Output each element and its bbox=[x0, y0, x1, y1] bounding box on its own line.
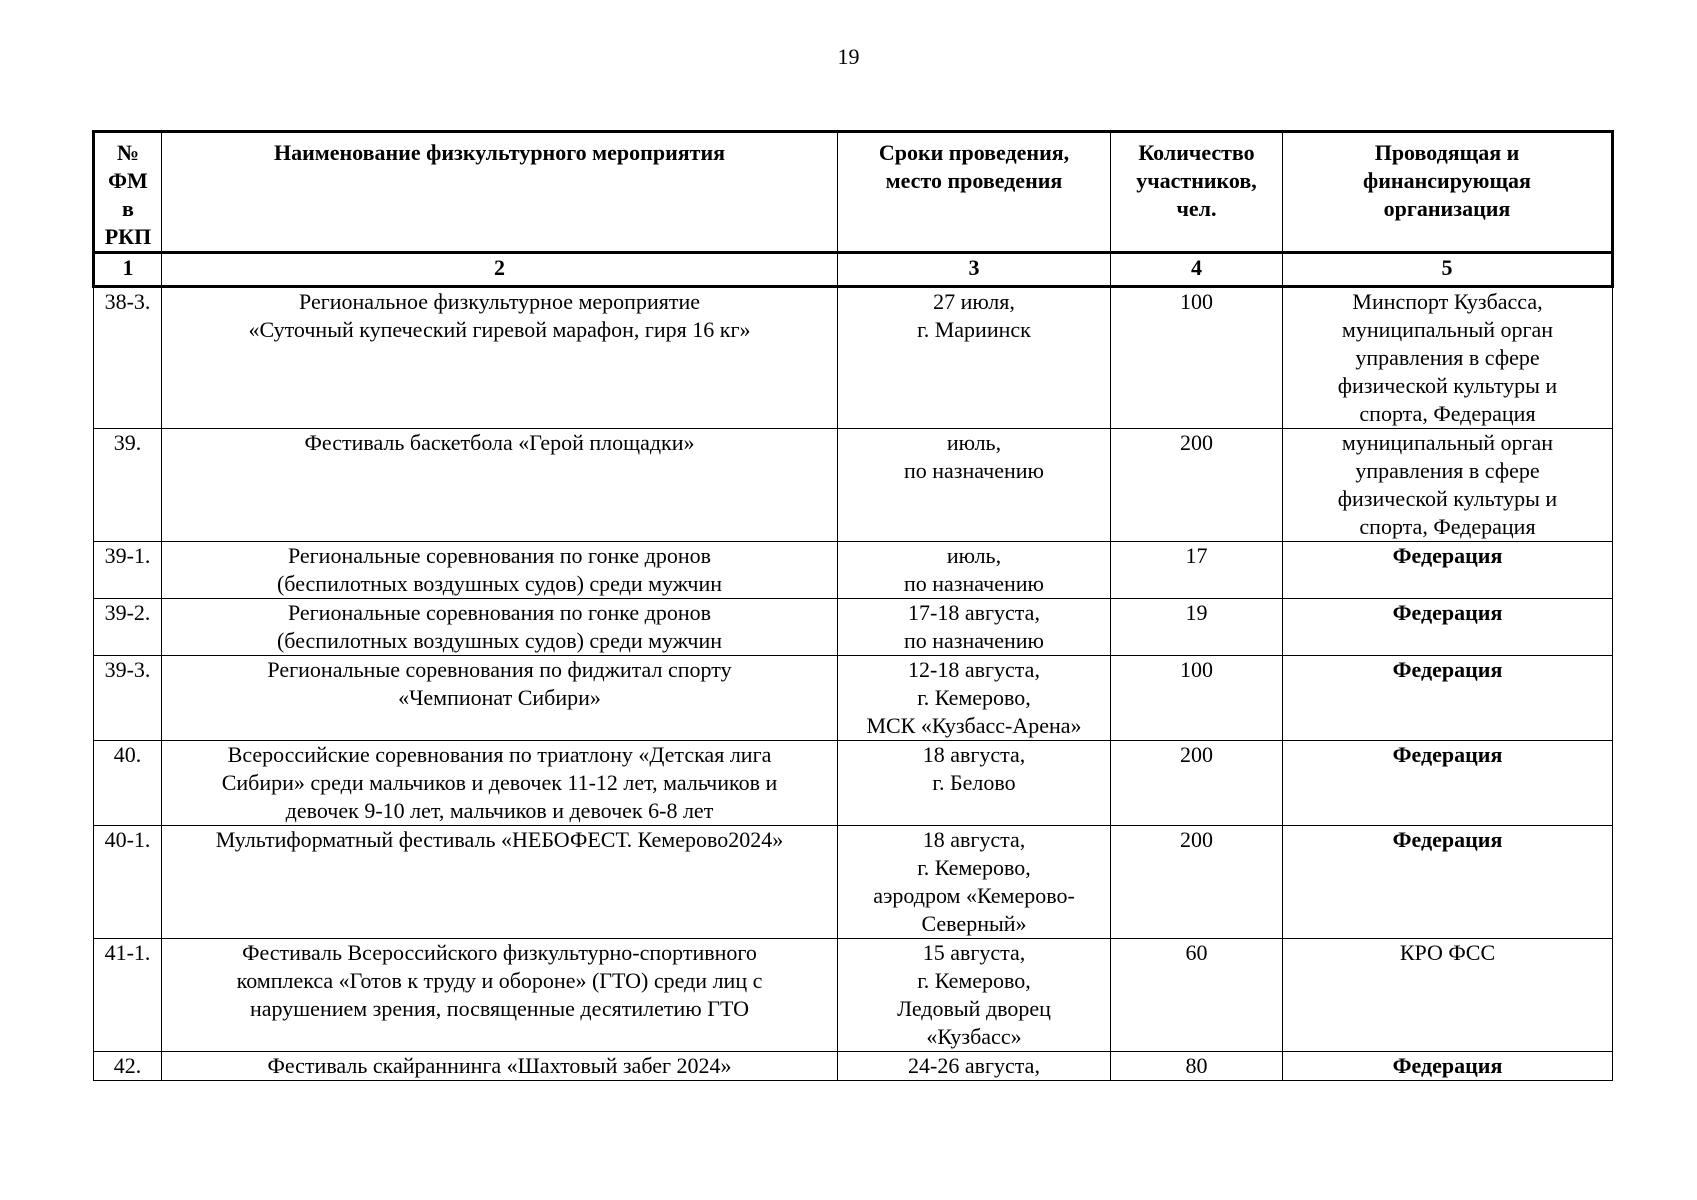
cell-line: Проводящая и bbox=[1374, 140, 1520, 165]
cell-line: Федерация bbox=[1392, 600, 1503, 625]
cell-line: г. Кемерово, bbox=[917, 968, 1031, 993]
cell-line: Мультиформатный фестиваль «НЕБОФЕСТ. Кемерово2024» bbox=[215, 827, 784, 852]
cell-line: РКП bbox=[104, 224, 152, 249]
cell-line: (беспилотных воздушных судов) среди мужчин bbox=[276, 571, 723, 596]
row-number: 39-1. bbox=[94, 542, 162, 599]
cell-line: Региональные соревнования по фиджитал спорту bbox=[267, 657, 732, 682]
participants-count: 80 bbox=[1111, 1052, 1283, 1081]
row-number: 39. bbox=[94, 429, 162, 542]
cell-line: 27 июля, bbox=[933, 289, 1015, 314]
participants-count: 100 bbox=[1111, 656, 1283, 741]
table-row bbox=[94, 429, 1613, 542]
cell-line: 24-26 августа, bbox=[908, 1053, 1040, 1078]
cell-line: «Кузбасс» bbox=[926, 1024, 1022, 1049]
cell-line: Фестиваль Всероссийского физкультурно-спортивного bbox=[242, 940, 757, 965]
cell-line: КРО ФСС bbox=[1399, 940, 1496, 965]
organization bbox=[1283, 599, 1613, 656]
cell-line: Сибири» среди мальчиков и девочек 11-12 лет, мальчиков и bbox=[221, 770, 778, 795]
cell-line: 12-18 августа, bbox=[908, 657, 1040, 682]
organization bbox=[1283, 1052, 1613, 1081]
cell-line: муниципальный орган bbox=[1341, 430, 1554, 455]
event-name bbox=[162, 1052, 838, 1081]
cell-line: Фестиваль баскетбола «Герой площадки» bbox=[304, 430, 695, 455]
cell-line: 18 августа, bbox=[922, 827, 1026, 852]
cell-line: Федерация bbox=[1392, 1053, 1503, 1078]
cell-line: «Чемпионат Сибири» bbox=[398, 685, 601, 710]
cell-line: место проведения bbox=[885, 168, 1063, 193]
event-dates-place bbox=[838, 599, 1111, 656]
event-dates-place bbox=[838, 1052, 1111, 1081]
organization bbox=[1283, 826, 1613, 939]
cell-line: Северный» bbox=[921, 911, 1027, 936]
cell-line: Минспорт Кузбасса, bbox=[1352, 289, 1543, 314]
cell-line: июль, bbox=[946, 543, 1002, 568]
cell-line: спорта, Федерация bbox=[1359, 401, 1536, 426]
header-organization bbox=[1283, 132, 1613, 253]
cell-line: Федерация bbox=[1392, 742, 1503, 767]
row-number: 39-2. bbox=[94, 599, 162, 656]
page-number: 19 bbox=[837, 44, 860, 69]
cell-line: в bbox=[122, 196, 134, 221]
cell-line: Количество bbox=[1138, 140, 1255, 165]
column-number: 1 bbox=[94, 253, 162, 287]
cell-line: физической культуры и bbox=[1337, 373, 1558, 398]
cell-line: управления в сфере bbox=[1355, 345, 1540, 370]
participants-count: 200 bbox=[1111, 429, 1283, 542]
column-number: 4 bbox=[1111, 253, 1283, 287]
participants-count: 200 bbox=[1111, 741, 1283, 826]
participants-count: 19 bbox=[1111, 599, 1283, 656]
event-name bbox=[162, 939, 838, 1052]
table-header bbox=[94, 132, 1613, 287]
organization bbox=[1283, 741, 1613, 826]
cell-line: финансирующая bbox=[1363, 168, 1531, 193]
participants-count: 60 bbox=[1111, 939, 1283, 1052]
cell-line: управления в сфере bbox=[1355, 458, 1540, 483]
cell-line: Всероссийские соревнования по триатлону «Детская лига bbox=[227, 742, 772, 767]
organization bbox=[1283, 429, 1613, 542]
cell-line: ФМ bbox=[108, 168, 148, 193]
table-row bbox=[94, 741, 1613, 826]
header-dates bbox=[838, 132, 1111, 253]
cell-line: Региональное физкультурное мероприятие bbox=[299, 289, 700, 314]
cell-line: по назначению bbox=[904, 571, 1044, 596]
table-row bbox=[94, 939, 1613, 1052]
event-name bbox=[162, 656, 838, 741]
table-row bbox=[94, 826, 1613, 939]
participants-count: 200 bbox=[1111, 826, 1283, 939]
event-name bbox=[162, 429, 838, 542]
cell-line: июль, bbox=[946, 430, 1002, 455]
cell-line: по назначению bbox=[904, 458, 1044, 483]
cell-line: Федерация bbox=[1392, 543, 1503, 568]
cell-line: г. Кемерово, bbox=[917, 685, 1031, 710]
header-name bbox=[162, 132, 838, 253]
column-number: 2 bbox=[162, 253, 838, 287]
cell-line: 18 августа, bbox=[922, 742, 1026, 767]
row-number: 40. bbox=[94, 741, 162, 826]
event-name bbox=[162, 599, 838, 656]
participants-count: 100 bbox=[1111, 287, 1283, 429]
cell-line: муниципальный орган bbox=[1341, 317, 1554, 342]
cell-line: физической культуры и bbox=[1337, 486, 1558, 511]
organization bbox=[1283, 287, 1613, 429]
table-body bbox=[94, 287, 1613, 1081]
cell-line: г. Кемерово, bbox=[917, 855, 1031, 880]
cell-line: № bbox=[116, 140, 140, 165]
event-dates-place bbox=[838, 429, 1111, 542]
cell-line: 15 августа, bbox=[922, 940, 1026, 965]
column-number: 3 bbox=[838, 253, 1111, 287]
event-name bbox=[162, 287, 838, 429]
row-number: 39-3. bbox=[94, 656, 162, 741]
header-number bbox=[94, 132, 162, 253]
event-name bbox=[162, 542, 838, 599]
table-row bbox=[94, 599, 1613, 656]
cell-line: МСК «Кузбасс-Арена» bbox=[866, 713, 1082, 738]
cell-line: девочек 9-10 лет, мальчиков и девочек 6-8 лет bbox=[285, 798, 714, 823]
row-number: 40-1. bbox=[94, 826, 162, 939]
cell-line: Ледовый дворец bbox=[897, 996, 1051, 1021]
cell-line: г. Белово bbox=[932, 770, 1016, 795]
events-table bbox=[92, 130, 1614, 1081]
column-number: 5 bbox=[1283, 253, 1613, 287]
row-number: 41-1. bbox=[94, 939, 162, 1052]
participants-count: 17 bbox=[1111, 542, 1283, 599]
cell-line: аэродром «Кемерово- bbox=[873, 883, 1075, 908]
cell-line: г. Мариинск bbox=[917, 317, 1031, 342]
event-dates-place bbox=[838, 741, 1111, 826]
cell-line: Фестиваль скайраннинга «Шахтовый забег 2024» bbox=[267, 1053, 732, 1078]
cell-line: комплекса «Готов к труду и обороне» (ГТО) среди лиц с bbox=[236, 968, 763, 993]
organization bbox=[1283, 939, 1613, 1052]
event-dates-place bbox=[838, 542, 1111, 599]
event-dates-place bbox=[838, 939, 1111, 1052]
event-name bbox=[162, 741, 838, 826]
row-number: 42. bbox=[94, 1052, 162, 1081]
cell-line: Федерация bbox=[1392, 657, 1503, 682]
header-participants bbox=[1111, 132, 1283, 253]
cell-line: чел. bbox=[1176, 196, 1217, 221]
cell-line: Региональные соревнования по гонке дронов bbox=[287, 600, 712, 625]
table-row bbox=[94, 656, 1613, 741]
cell-line: Региональные соревнования по гонке дронов bbox=[287, 543, 712, 568]
organization bbox=[1283, 656, 1613, 741]
cell-line: Федерация bbox=[1392, 827, 1503, 852]
organization bbox=[1283, 542, 1613, 599]
row-number: 38-3. bbox=[94, 287, 162, 429]
cell-line: спорта, Федерация bbox=[1359, 514, 1536, 539]
table-row bbox=[94, 542, 1613, 599]
cell-line: (беспилотных воздушных судов) среди мужчин bbox=[276, 628, 723, 653]
table-row bbox=[94, 287, 1613, 429]
table-row bbox=[94, 1052, 1613, 1081]
event-dates-place bbox=[838, 287, 1111, 429]
cell-line: 17-18 августа, bbox=[908, 600, 1040, 625]
cell-line: Сроки проведения, bbox=[878, 140, 1070, 165]
cell-line: «Суточный купеческий гиревой марафон, гиря 16 кг» bbox=[248, 317, 751, 342]
cell-line: нарушением зрения, посвященные десятилетию ГТО bbox=[249, 996, 749, 1021]
event-name bbox=[162, 826, 838, 939]
cell-line: участников, bbox=[1136, 168, 1257, 193]
event-dates-place bbox=[838, 656, 1111, 741]
cell-line: организация bbox=[1383, 196, 1511, 221]
cell-line: по назначению bbox=[904, 628, 1044, 653]
cell-line: Наименование физкультурного мероприятия bbox=[273, 140, 726, 165]
event-dates-place bbox=[838, 826, 1111, 939]
